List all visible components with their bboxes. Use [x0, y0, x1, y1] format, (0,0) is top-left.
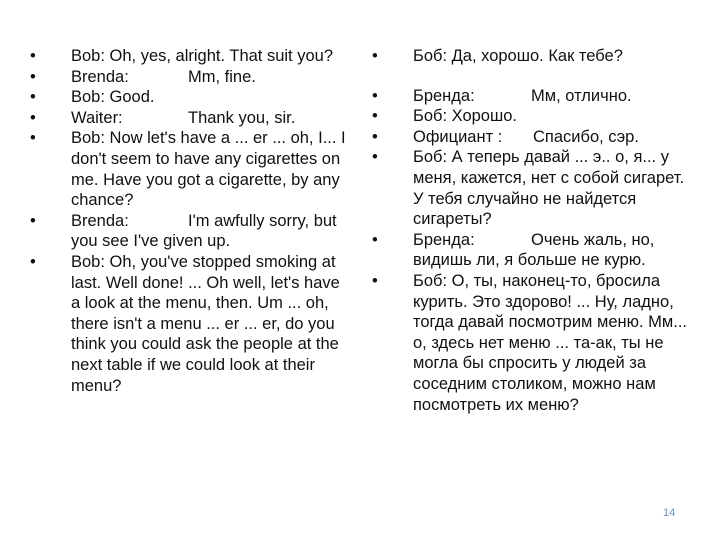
- line-text: Bob: Now let's have a ... er ... oh, I... I don't seem to have any cigarettes on me. Have you got a cigarette, by any chance?: [71, 129, 346, 210]
- bullet: •: [30, 252, 36, 271]
- list-item: [372, 230, 692, 271]
- line-text: Боб: А теперь давай ... э.. о, я... у меня, кажется, нет с собой сигарет. У тебя случайно не найдется сигареты?: [413, 148, 685, 229]
- english-column: [30, 46, 352, 396]
- line-text: Thank you, sir.: [188, 108, 296, 127]
- list-item: [30, 108, 352, 129]
- bullet: •: [372, 107, 378, 126]
- bullet: •: [30, 129, 36, 148]
- list-item: [30, 46, 352, 67]
- list-item: [30, 87, 352, 108]
- bullet: •: [30, 88, 36, 107]
- line-text: Боб: О, ты, наконец-то, бросила курить. Это здорово! ... Ну, ладно, тогда давай посмотрим меню. Мм... о, здесь нет меню ... та-ак, ты не могла бы спросить у людей за соседним столиком, можно нам посмотреть их меню?: [413, 271, 687, 414]
- list-item: [372, 86, 692, 107]
- speaker-label: Бренда:: [413, 230, 475, 249]
- line-text: Mm, fine.: [188, 67, 256, 86]
- bullet: •: [372, 271, 378, 290]
- list-item: [30, 67, 352, 88]
- line-text: Боб: Хорошо.: [413, 107, 517, 126]
- bullet: •: [372, 86, 378, 105]
- bullet: •: [372, 47, 378, 65]
- speaker-label: Официант :: [413, 127, 503, 146]
- line-text: Боб: Да, хорошо. Как тебе?: [413, 47, 623, 65]
- russian-dialogue-list: [372, 46, 692, 415]
- line-text: Очень жаль, но, видишь ли, я больше не курю.: [413, 230, 655, 270]
- english-dialogue-list: [30, 46, 352, 396]
- russian-column: [372, 46, 692, 415]
- bullet: •: [30, 108, 36, 127]
- line-text: Мм, отлично.: [531, 86, 632, 105]
- bullet: •: [30, 211, 36, 230]
- bullet: •: [30, 67, 36, 86]
- list-item: [372, 271, 692, 415]
- bullet: •: [372, 230, 378, 249]
- list-item: [372, 106, 692, 127]
- list-item: [30, 128, 352, 210]
- list-item: [30, 211, 352, 252]
- line-text: Bob: Oh, yes, alright. That suit you?: [71, 47, 334, 65]
- speaker-label: Brenda:: [71, 211, 129, 230]
- line-text: I'm awfully sorry, but you see I've given up.: [71, 211, 337, 251]
- speaker-label: Бренда:: [413, 86, 475, 105]
- list-item: [372, 46, 692, 67]
- bullet: •: [372, 148, 378, 167]
- line-text: Спасибо, сэр.: [533, 127, 639, 146]
- list-item: [372, 147, 692, 229]
- bullet: •: [372, 127, 378, 146]
- list-item: [372, 127, 692, 148]
- bullet: •: [30, 47, 36, 65]
- page-number: 14: [663, 507, 676, 519]
- line-text: Bob: Oh, you've stopped smoking at last. Well done! ... Oh well, let's have a look at the menu, then. Um ... oh, there isn't a menu ... er ... er, do you think you could ask the people at the next table if we could look at their menu?: [71, 252, 340, 395]
- speaker-label: Brenda:: [71, 67, 129, 86]
- list-item: [30, 252, 352, 396]
- speaker-label: Waiter:: [71, 108, 123, 127]
- line-text: Bob: Good.: [71, 88, 155, 107]
